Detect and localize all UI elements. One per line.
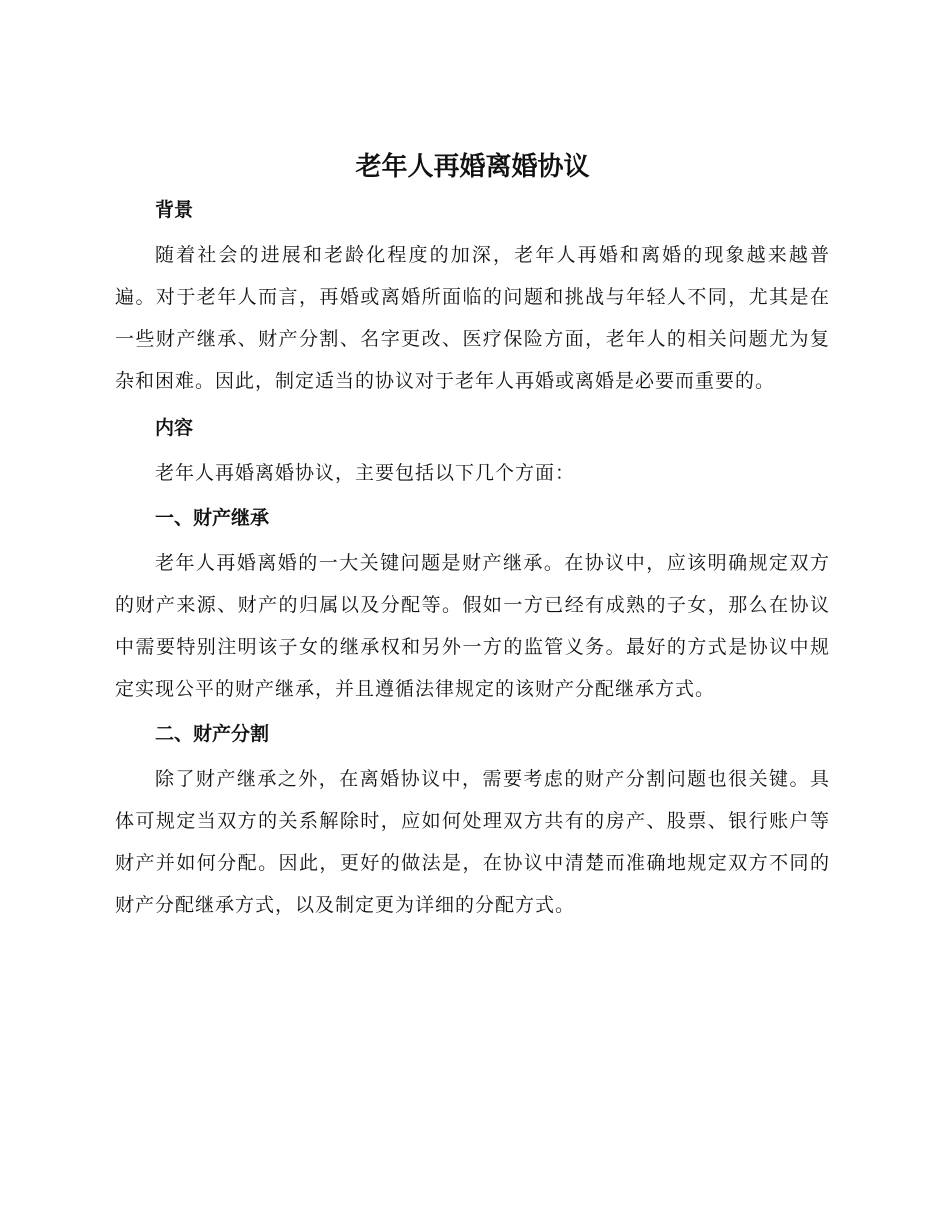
section-heading-content: 内容 [155,417,194,439]
paragraph-division: 除了财产继承之外，在离婚协议中，需要考虑的财产分割问题也很关键。具体可规定当双方的关系解除时，应如何处理双方共有的房产、股票、银行账户等财产并如何分配。因此，更好的做法是，在协议中清楚而准确地规定双方不同的财产分配继承方式，以及制定更为详细的分配方式。 [115,768,830,916]
section-heading-inheritance: 一、财产继承 [155,507,270,529]
paragraph-background: 随着社会的进展和老龄化程度的加深，老年人再婚和离婚的现象越来越普遍。对于老年人而言，再婚或离婚所面临的问题和挑战与年轻人不同，尤其是在一些财产继承、财产分割、名字更改、医疗保险方面，老年人的相关问题尤为复杂和困难。因此，制定适当的协议对于老年人再婚或离婚是必要而重要的。 [115,244,830,392]
paragraph-inheritance: 老年人再婚离婚的一大关键问题是财产继承。在协议中，应该明确规定双方的财产来源、财产的归属以及分配等。假如一方已经有成熟的子女，那么在协议中需要特别注明该子女的继承权和另外一方的监管义务。最好的方式是协议中规定实现公平的财产继承，并且遵循法律规定的该财产分配继承方式。 [115,552,830,700]
section-heading-background: 背景 [155,199,194,221]
document-title: 老年人再婚离婚协议 [355,152,590,182]
section-heading-division: 二、财产分割 [155,723,270,745]
document-page [115,150,830,926]
paragraph-content-intro: 老年人再婚离婚协议，主要包括以下几个方面： [155,462,576,484]
